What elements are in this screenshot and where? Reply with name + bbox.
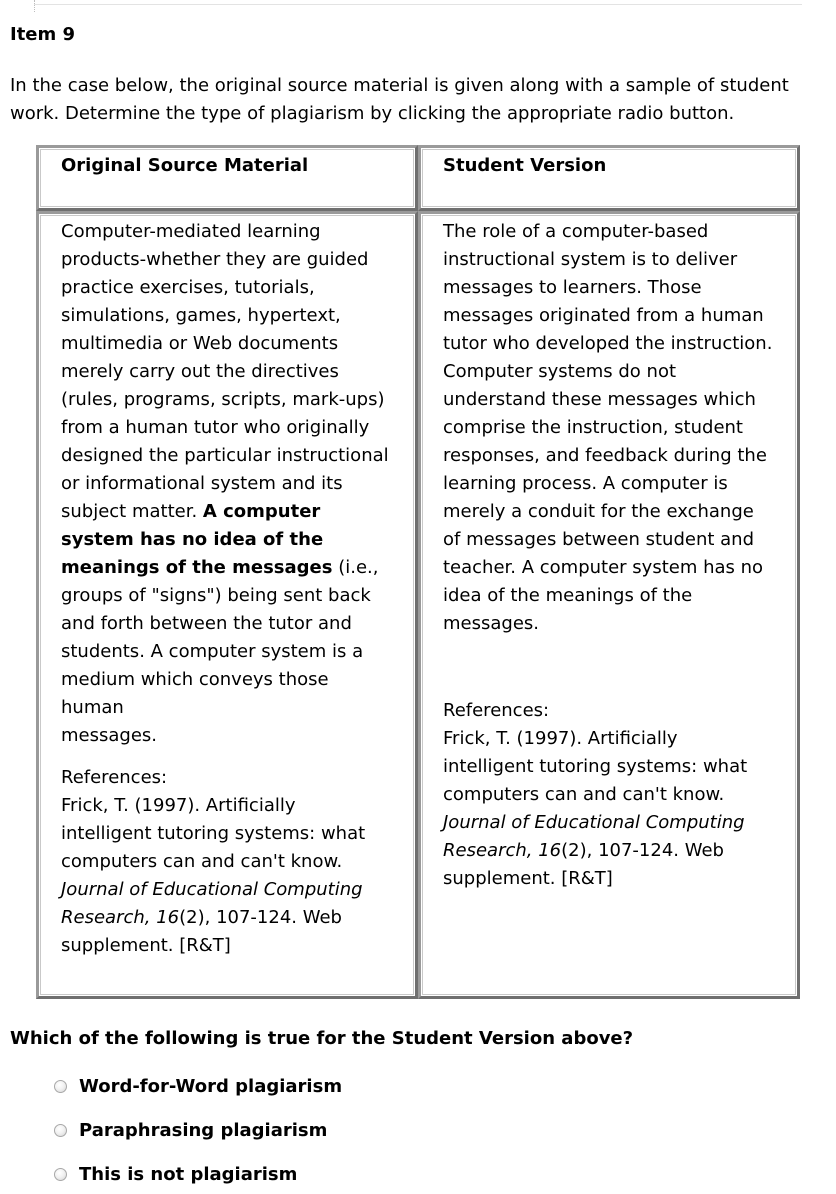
original-line: from a human tutor who originally	[61, 417, 370, 438]
radio-button[interactable]	[54, 1080, 67, 1093]
original-text: subject matter.	[61, 501, 203, 522]
original-line	[61, 498, 393, 526]
option-word-for-word[interactable]	[54, 1074, 342, 1098]
original-reference-line: computers can and can't know.	[61, 851, 343, 872]
option-paraphrasing[interactable]	[54, 1118, 327, 1142]
original-line: (rules, programs, scripts, mark-ups)	[61, 389, 385, 410]
original-reference-journal: Journal of Educational Computing	[61, 879, 363, 900]
original-line: designed the particular instructional	[61, 445, 389, 466]
top-divider	[34, 4, 802, 5]
student-line: messages originated from a human	[443, 305, 764, 326]
original-line: students. A computer system is a	[61, 641, 364, 662]
student-line: The role of a computer-based	[443, 221, 709, 242]
radio-button[interactable]	[54, 1124, 67, 1137]
student-reference-journal: Research, 16	[443, 840, 562, 861]
student-line: responses, and feedback during the	[443, 445, 767, 466]
student-line: Computer systems do not	[443, 361, 677, 382]
original-line: merely carry out the directives	[61, 361, 339, 382]
student-line: merely a conduit for the exchange	[443, 501, 754, 522]
original-line: medium which conveys those human	[61, 669, 329, 718]
original-reference-line	[61, 904, 393, 932]
original-line: multimedia or Web documents	[61, 333, 339, 354]
student-line: messages.	[443, 613, 539, 634]
radio-button[interactable]	[54, 1168, 67, 1181]
student-line: comprise the instruction, student	[443, 417, 743, 438]
student-reference-line	[443, 837, 775, 865]
student-version-cell	[418, 211, 800, 999]
student-references-label: References:	[443, 700, 550, 721]
original-line: practice exercises, tutorials,	[61, 277, 315, 298]
student-line: idea of the meanings of the	[443, 585, 693, 606]
student-line: tutor who developed the instruction.	[443, 333, 773, 354]
original-key-sentence: meanings of the messages	[61, 557, 333, 578]
original-line: messages.	[61, 725, 157, 746]
header-student: Student Version	[443, 155, 607, 176]
header-cell-original	[36, 145, 418, 211]
student-line: instructional system is to deliver	[443, 249, 738, 270]
header-original: Original Source Material	[61, 155, 309, 176]
original-reference-text: (2), 107-124. Web	[179, 907, 342, 928]
original-source-cell	[36, 211, 418, 999]
student-line: messages to learners. Those	[443, 277, 702, 298]
original-reference-line: intelligent tutoring systems: what	[61, 823, 366, 844]
question-prompt: Which of the following is true for the Student Version above?	[10, 1028, 634, 1049]
student-line: of messages between student and	[443, 529, 755, 550]
original-line: simulations, games, hypertext,	[61, 305, 341, 326]
original-line: products-whether they are guided	[61, 249, 369, 270]
original-reference-journal: Research, 16	[61, 907, 180, 928]
student-line: teacher. A computer system has no	[443, 557, 764, 578]
option-label[interactable]: Word-for-Word plagiarism	[79, 1075, 343, 1097]
original-line: and forth between the tutor and	[61, 613, 352, 634]
option-label[interactable]: Paraphrasing plagiarism	[79, 1119, 328, 1141]
original-line: groups of "signs") being sent back	[61, 585, 371, 606]
original-line: or informational system and its	[61, 473, 343, 494]
student-reference-line: Frick, T. (1997). Artificially	[443, 728, 678, 749]
original-reference-line: supplement. [R&T]	[61, 935, 231, 956]
header-cell-student	[418, 145, 800, 211]
original-key-sentence: A computer	[202, 501, 321, 522]
student-reference-journal: Journal of Educational Computing	[443, 812, 745, 833]
item-title: Item 9	[10, 24, 76, 45]
top-divider-tick	[34, 0, 35, 12]
student-reference-line: computers can and can't know.	[443, 784, 725, 805]
option-not-plagiarism[interactable]	[54, 1162, 297, 1186]
original-line	[61, 554, 393, 582]
student-reference-text: (2), 107-124. Web	[561, 840, 724, 861]
student-reference-line: intelligent tutoring systems: what	[443, 756, 748, 777]
student-line: understand these messages which	[443, 389, 756, 410]
instructions: In the case below, the original source material is given along with a sample of student work. Determine the type of plagiarism by clicking the appropriate radio button.	[10, 75, 789, 124]
student-reference-line: supplement. [R&T]	[443, 868, 613, 889]
original-key-sentence: system has no idea of the	[61, 529, 324, 550]
original-line: Computer-mediated learning	[61, 221, 321, 242]
original-reference-line: Frick, T. (1997). Artificially	[61, 795, 296, 816]
original-references-label: References:	[61, 767, 168, 788]
student-line: learning process. A computer is	[443, 473, 728, 494]
option-label[interactable]: This is not plagiarism	[79, 1163, 298, 1185]
original-text: (i.e.,	[332, 557, 379, 578]
